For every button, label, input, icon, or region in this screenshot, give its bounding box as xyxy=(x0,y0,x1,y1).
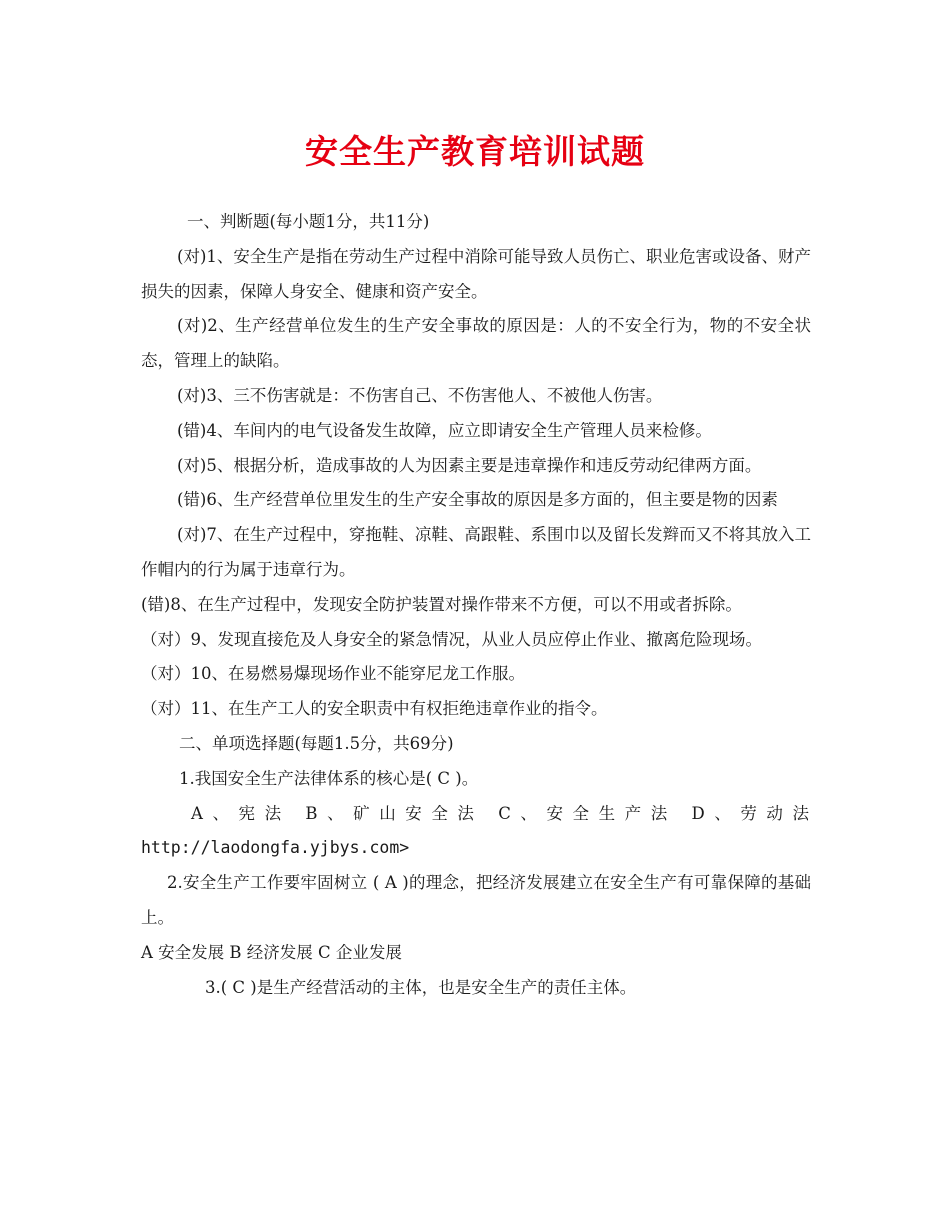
tf-item-3: (对)3、三不伤害就是：不伤害自己、不伤害他人、不被他人伤害。 xyxy=(177,385,663,405)
document-body xyxy=(141,205,811,1005)
question-2: 2.安全生产工作要牢固树立 ( A )的理念，把经济发展建立在安全生产有可靠保障的基础上。 xyxy=(141,873,811,927)
tf-item-11: （对）11、在生产工人的安全职责中有权拒绝违章作业的指令。 xyxy=(141,699,608,719)
tf-item-10: （对）10、在易燃易爆现场作业不能穿尼龙工作服。 xyxy=(141,664,525,684)
question-3: 3.( C )是生产经营活动的主体，也是安全生产的责任主体。 xyxy=(205,977,637,997)
tf-item-5: (对)5、根据分析，造成事故的人为因素主要是违章操作和违反劳动纪律两方面。 xyxy=(177,455,762,475)
tf-item-9: （对）9、发现直接危及人身安全的紧急情况，从业人员应停止作业、撤离危险现场。 xyxy=(141,629,762,649)
tf-item-8: (错)8、在生产过程中，发现安全防护装置对操作带来不方便，可以不用或者拆除。 xyxy=(141,594,742,614)
document-title: 安全生产教育培训试题 xyxy=(305,132,645,171)
tf-item-7: (对)7、在生产过程中，穿拖鞋、凉鞋、高跟鞋、系围巾以及留长发辫而又不将其放入工作帽内的行为属于违章行为。 xyxy=(141,525,811,579)
tf-item-2: (对)2、生产经营单位发生的生产安全事故的原因是：人的不安全行为，物的不安全状态，管理上的缺陷。 xyxy=(141,316,811,371)
question-1: 1.我国安全生产法律体系的核心是( C )。 xyxy=(179,768,479,788)
section-heading-true-false: 一、判断题(每小题1分，共11分) xyxy=(187,212,430,231)
question-2-options: A 安全发展 B 经济发展 C 企业发展 xyxy=(141,942,402,962)
question-1-url: http://laodongfa.yjbys.com> xyxy=(141,838,410,858)
section-heading-single-choice: 二、单项选择题(每题1.5分，共69分) xyxy=(179,733,454,753)
tf-item-6: (错)6、生产经营单位里发生的生产安全事故的原因是多方面的，但主要是物的因素 xyxy=(177,490,778,510)
tf-item-4: (错)4、车间内的电气设备发生故障，应立即请安全生产管理人员来检修。 xyxy=(177,420,712,440)
tf-item-1: (对)1、安全生产是指在劳动生产过程中消除可能导致人员伤亡、职业危害或设备、财产损失的因素，保障人身安全、健康和资产安全。 xyxy=(141,246,811,301)
question-1-options: A、宪法 B、矿山安全法 C、安全生产法 D、劳动法 xyxy=(191,803,811,823)
